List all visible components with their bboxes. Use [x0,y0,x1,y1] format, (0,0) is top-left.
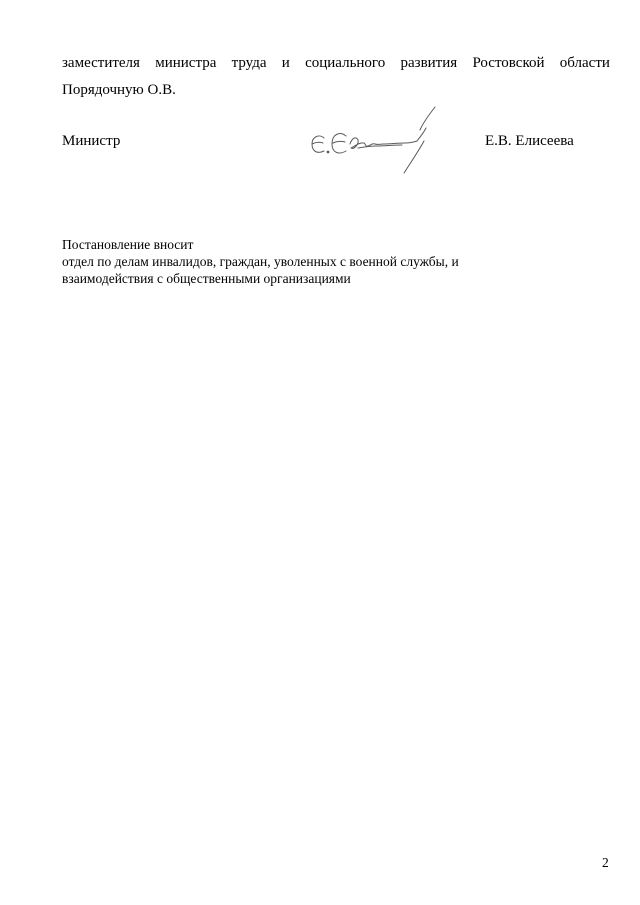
submitter-line-1: отдел по делам инвалидов, граждан, уволенных с военной службы, и [62,254,459,269]
submitter-line-2: взаимодействия с общественными организациями [62,271,351,286]
word: труда [231,55,267,71]
signature-image [302,96,448,178]
submitter-heading: Постановление вносит [62,237,194,252]
signatory-name: Е.В. Елисеева [485,133,574,149]
word: и [281,55,290,71]
word: области [559,55,610,71]
text-line-2: Порядочную О.В. [62,82,176,98]
word: Ростовской [472,55,545,71]
word: министра [155,55,217,71]
text-line-1 [62,53,610,73]
word: заместителя [62,55,140,71]
signatory-title: Министр [62,133,121,149]
word: социального [305,55,386,71]
word: развития [400,55,458,71]
page-number: 2 [602,855,609,870]
